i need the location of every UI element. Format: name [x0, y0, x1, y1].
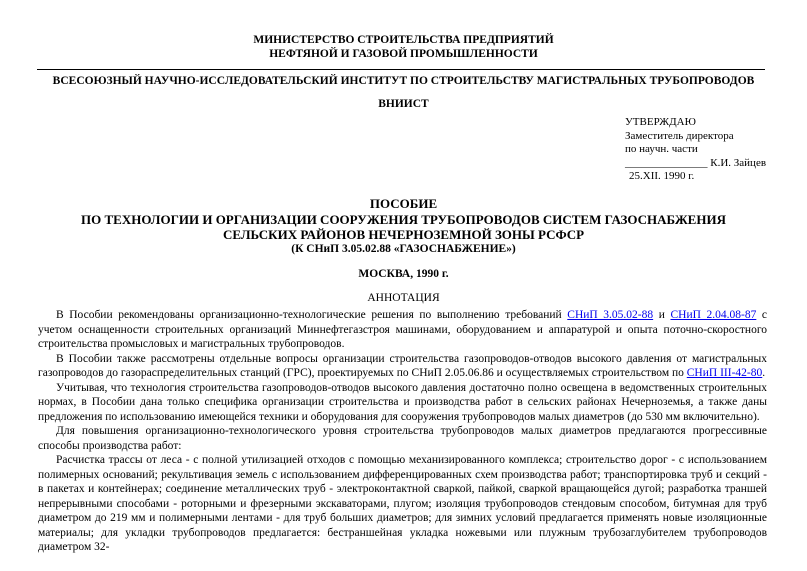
paragraph-1-text-a: В Пособии рекомендованы организационно-технологические решения по выполнению требований: [56, 309, 568, 321]
link-snip-iii-42-80[interactable]: СНиП III-42-80: [686, 367, 763, 379]
document-title: [0, 196, 807, 243]
header-divider: [37, 69, 765, 70]
approval-block: [625, 116, 766, 184]
paragraph-1: [38, 308, 767, 352]
institute-abbreviation: ВНИИСТ: [378, 98, 429, 110]
paragraph-5: Расчистка трассы от леса - с полной утилизацией отходов с помощью механизированного комплекса; строительство дорог - с использованием полимерных оснований; рекультивация земель с использованием дифференцированных схем производства работ; транспортировка труб и секций - в пакетах и контейнерах; соединение металлических труб - электроконтактной сваркой, пайкой, сваркой вращающейся дугой; разработка траншей непрерывными способами - роторными и фрезерными экскаваторами, плугом; изоляция трубопроводов стендовым способом, битумная для труб диаметром до 219 мм и полимерными лентами - для труб больших диаметров; для зимних условий предлагается применять новые изоляционные материалы; для укладки трубопроводов предлагается: бестраншейная укладка ножевыми или плужным трубозаглубителем трубопроводов диаметром 32-: [38, 454, 767, 553]
paragraph-1-text-b: и: [653, 309, 671, 321]
title-line-1: ПОСОБИЕ: [369, 196, 438, 211]
document-subtitle: (К СНиП 3.05.02.88 «ГАЗОСНАБЖЕНИЕ»): [291, 243, 516, 255]
institute-name: ВСЕСОЮЗНЫЙ НАУЧНО-ИССЛЕДОВАТЕЛЬСКИЙ ИНСТИТУТ ПО СТРОИТЕЛЬСТВУ МАГИСТРАЛЬНЫХ ТРУБОПРОВОДОВ: [52, 75, 755, 87]
paragraph-2-text-a: В Пособии также рассмотрены отдельные вопросы организации строительства газопроводов-отводов высокого давления от магистральных газопроводов до газораспределительных станций (ГРС), проектируемых по СНиП 2.05.06.86 и осуществляемых строительством по: [38, 352, 767, 379]
link-snip-2-04-08-87[interactable]: СНиП 2.04.08-87: [670, 309, 757, 321]
approval-signature: _______________ К.И. Зайцев: [625, 156, 767, 169]
paragraph-2-text-b: .: [762, 367, 766, 379]
city-year: МОСКВА, 1990 г.: [358, 268, 449, 280]
approval-position-2: по научн. части: [625, 143, 698, 155]
paragraph-1-text-c: с учетом оснащенности строительных организаций Миннефтегазстроя машинами, оборудованием и аппаратурой и опыта поточно-скоростного строительства промысловых и магистральных трубопроводов.: [38, 309, 768, 350]
paragraph-4: Для повышения организационно-технологического уровня строительства трубопроводов малых диаметров предлагаются прогрессивные способы производства работ:: [38, 425, 767, 452]
paragraph-2: [38, 352, 767, 381]
ministry-heading: [0, 33, 807, 61]
ministry-line-2: НЕФТЯНОЙ И ГАЗОВОЙ ПРОМЫШЛЕННОСТИ: [269, 48, 538, 60]
approval-heading: УТВЕРЖДАЮ: [625, 116, 696, 128]
title-line-3: СЕЛЬСКИХ РАЙОНОВ НЕЧЕРНОЗЕМНОЙ ЗОНЫ РСФСР: [222, 227, 585, 242]
ministry-line-1: МИНИСТЕРСТВО СТРОИТЕЛЬСТВА ПРЕДПРИЯТИЙ: [253, 34, 554, 46]
annotation-body: [38, 308, 767, 555]
approval-date: 25.XII. 1990 г.: [629, 170, 695, 182]
annotation-heading: АННОТАЦИЯ: [367, 292, 440, 304]
approval-position-1: Заместитель директора: [625, 129, 734, 142]
title-line-2: ПО ТЕХНОЛОГИИ И ОРГАНИЗАЦИИ СООРУЖЕНИЯ ТРУБОПРОВОДОВ СИСТЕМ ГАЗОСНАБЖЕНИЯ: [81, 211, 726, 227]
link-snip-3-05-02-88[interactable]: СНиП 3.05.02-88: [567, 309, 654, 321]
paragraph-3: Учитывая, что технология строительства газопроводов-отводов высокого давления достаточно полно освещена в ведомственных строительных нормах, в Пособии дана только специфика организации строительства и производства работ в сельских районах Нечерноземья, а также даны предложения по использованию имеющейся техники и оборудования для сооружения трубопроводов малых диаметров (до 530 мм включительно).: [38, 381, 767, 423]
